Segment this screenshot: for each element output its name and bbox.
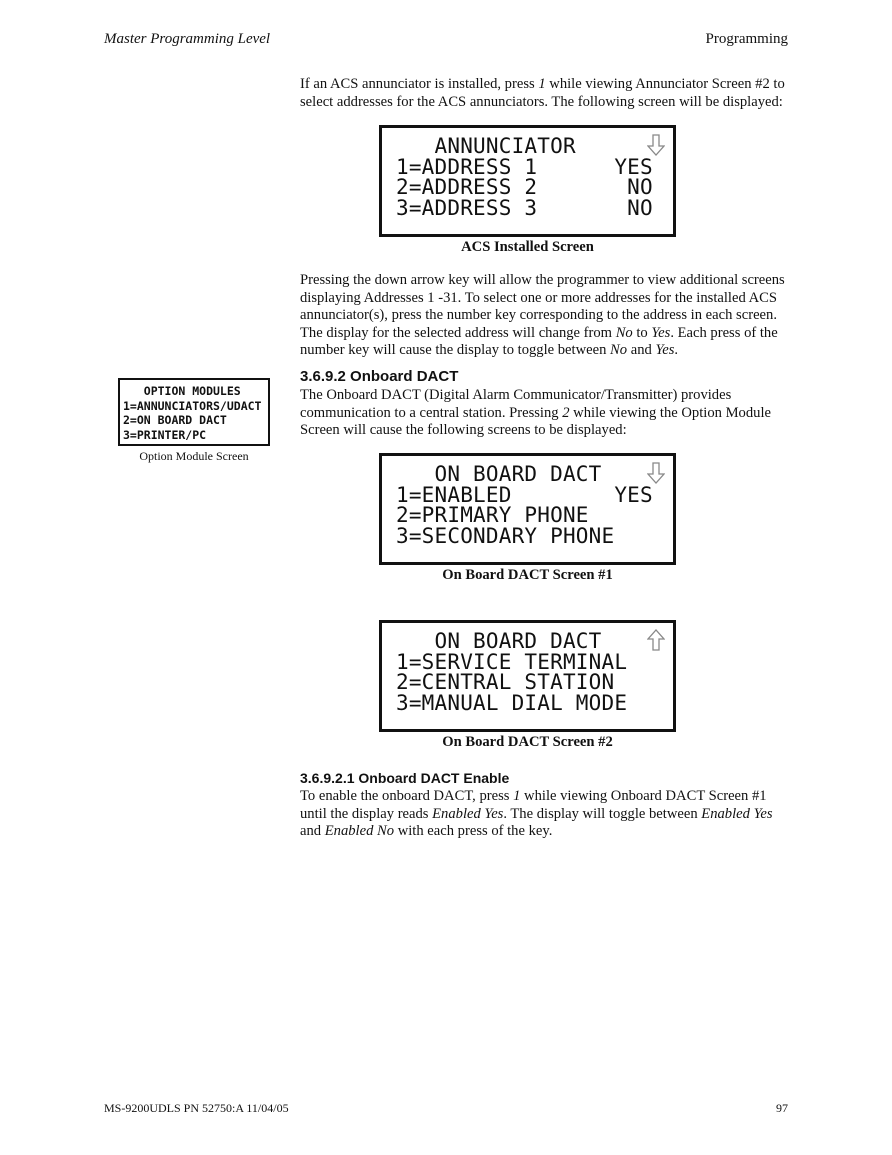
section-heading-onboard-dact: 3.6.9.2 Onboard DACT — [300, 368, 459, 385]
lcd-line: 3=MANUAL DIAL MODE — [396, 690, 628, 715]
intro-paragraph: If an ACS annunciator is installed, press 1 while viewing Annunciator Screen #2 to select addresses for the ACS annunciators. The following screen will be displayed: — [300, 76, 785, 110]
header-section-title: Master Programming Level — [104, 31, 271, 47]
page-number: 97 — [776, 1101, 788, 1115]
annunciator-address-paragraph: Pressing the down arrow key will allow the programmer to view additional screens displaying Addresses 1 -31. To select one or more addresses for the installed ACS annunciator(s), press the number key corresponding to the address in each screen. The display for the selected address will change from No to Yes. Each press of the number key will cause the display to toggle between No and Yes. — [300, 272, 785, 358]
option-module-caption: Option Module Screen — [139, 449, 249, 463]
onboard-dact-paragraph: The Onboard DACT (Digital Alarm Communicator/Transmitter) provides communication to a central station. Pressing 2 while viewing the Option Module Screen will cause the following screens to be displayed: — [300, 387, 771, 438]
dact-screen-1-caption: On Board DACT Screen #1 — [442, 567, 613, 583]
lcd-line: ON BOARD DACT — [396, 629, 602, 653]
lcd-line: ANNUNCIATOR — [396, 134, 576, 158]
lcd-line: 1=ADDRESS 1 YES — [396, 154, 653, 179]
lcd-line: 3=SECONDARY PHONE — [396, 523, 615, 548]
lcd-line: 2=CENTRAL STATION — [396, 670, 615, 694]
lcd-line: 2=ADDRESS 2 NO — [396, 175, 653, 199]
lcd-line: 3=PRINTER/PC — [123, 427, 207, 442]
lcd-line: 1=SERVICE TERMINAL — [396, 649, 628, 674]
up-arrow-icon — [647, 629, 665, 651]
lcd-line: ON BOARD DACT — [396, 462, 602, 486]
lcd-line: OPTION MODULES — [123, 384, 241, 398]
dact-screen-2-caption: On Board DACT Screen #2 — [442, 734, 613, 750]
lcd-line: 1=ENABLED YES — [396, 482, 653, 507]
lcd-line: 1=ANNUNCIATORS/UDACT — [123, 398, 262, 413]
header-chapter-title: Programming — [705, 31, 788, 47]
dact-screen-1-lcd — [379, 453, 676, 565]
footer-doc-id: MS-9200UDLS PN 52750:A 11/04/05 — [104, 1101, 289, 1115]
dact-screen-2-lcd — [379, 620, 676, 732]
onboard-dact-enable-paragraph: To enable the onboard DACT, press 1 while viewing Onboard DACT Screen #1 until the display reads Enabled Yes. The display will toggle between Enabled Yes and Enabled No with each press of the key. — [300, 788, 773, 839]
acs-installed-caption: ACS Installed Screen — [461, 239, 594, 255]
section-heading-onboard-dact-enable: 3.6.9.2.1 Onboard DACT Enable — [300, 770, 510, 786]
acs-installed-lcd — [379, 125, 676, 237]
down-arrow-icon — [647, 134, 665, 156]
down-arrow-icon — [647, 462, 665, 484]
option-module-lcd — [118, 378, 270, 446]
lcd-line: 3=ADDRESS 3 NO — [396, 195, 653, 220]
lcd-line: 2=PRIMARY PHONE — [396, 503, 589, 527]
lcd-line: 2=ON BOARD DACT — [123, 413, 227, 427]
